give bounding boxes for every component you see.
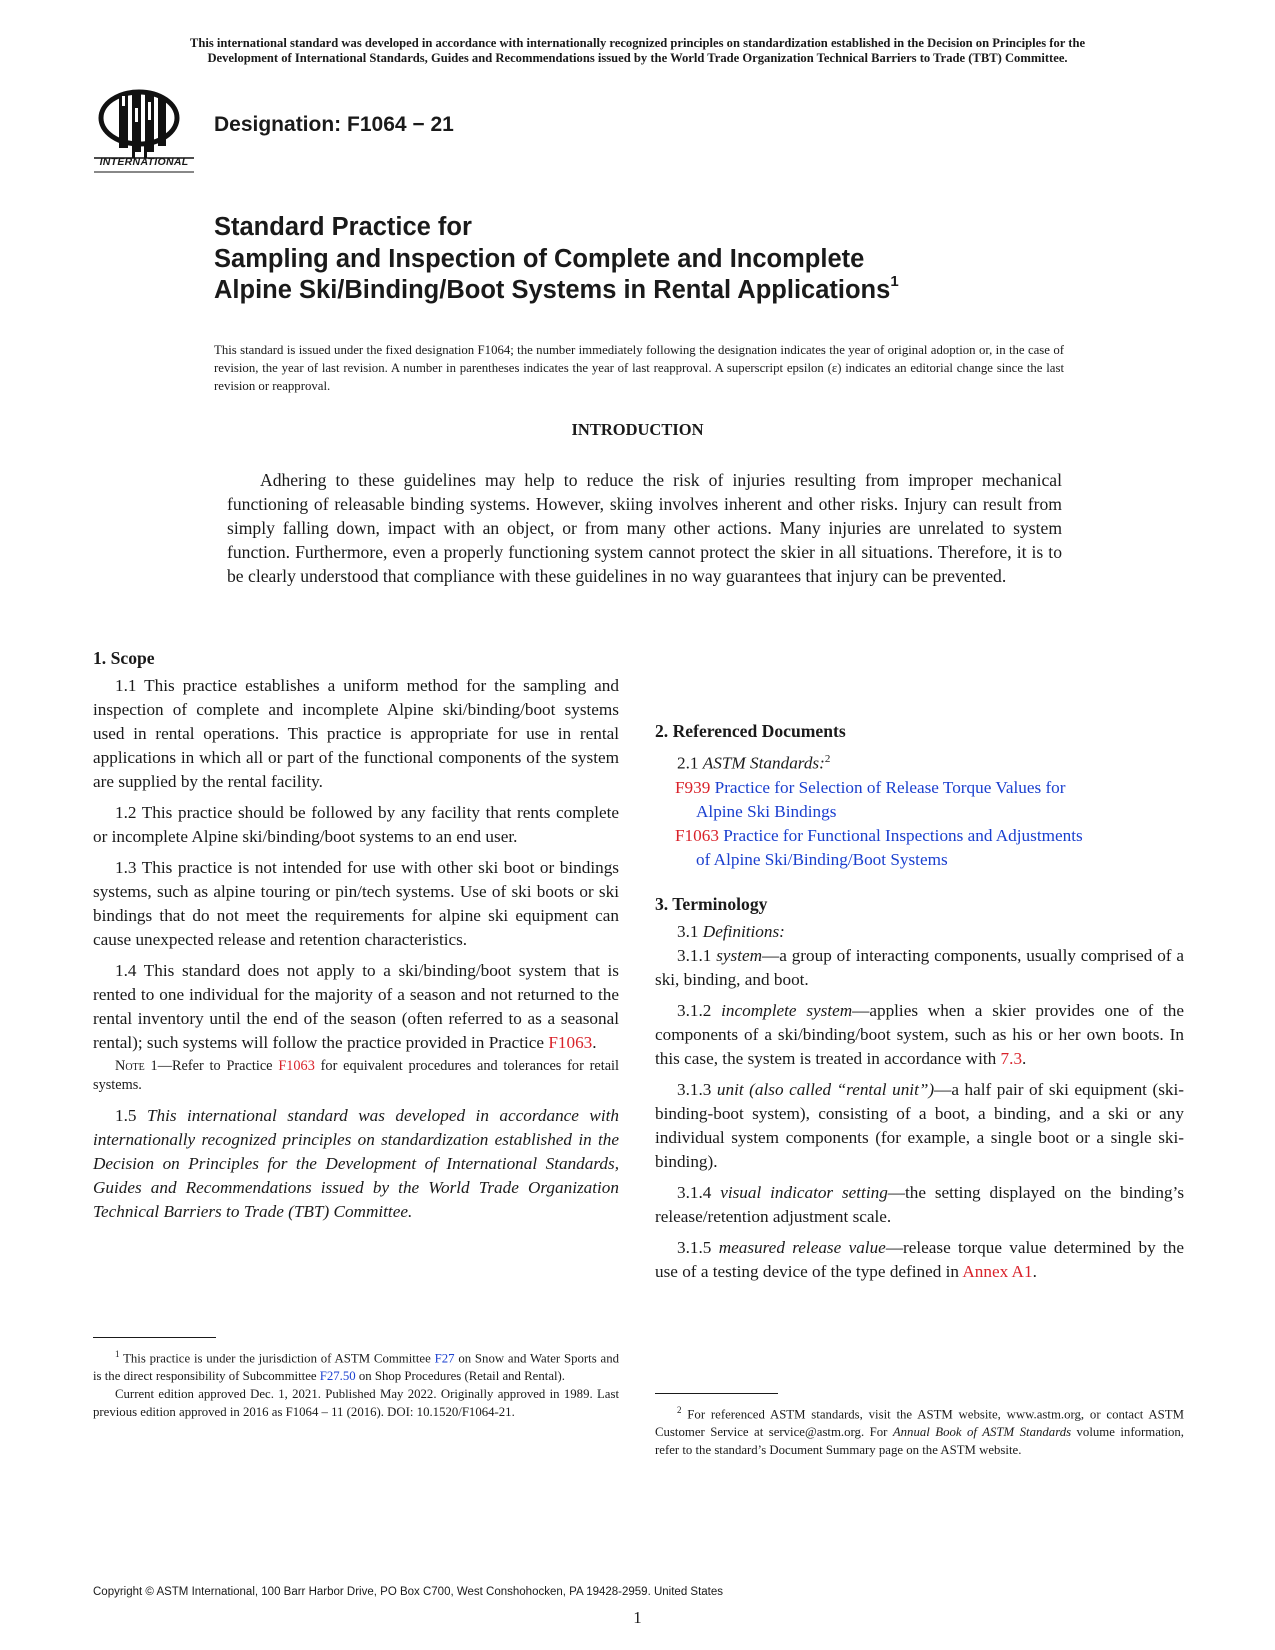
term-incomplete-num: 3.1.2 [677,1000,722,1020]
note-label: Note [115,1058,145,1074]
right-column [655,646,1184,1291]
term-visual-indicator-setting [655,1181,1184,1229]
reference-f1063-title-cont[interactable]: of Alpine Ski/Binding/Boot Systems [696,849,948,869]
reference-f939-title-cont[interactable]: Alpine Ski Bindings [696,801,837,821]
reference-f939[interactable] [677,776,1184,824]
term-unit-text: —a half pair of ski equipment (ski-binding-boot system), consisting of a boot, a binding, and a ski or any individual system components (for example, a single boot or a single ski-binding). [655,1079,1184,1171]
term-system [655,944,1184,992]
footnote-divider-left [93,1337,216,1338]
link-7-3[interactable]: 7.3 [1000,1048,1023,1068]
section-1-heading: 1. Scope [93,648,155,668]
note-link-f1063[interactable]: F1063 [278,1058,315,1074]
footnote-2-pre: For referenced ASTM standards, visit the ASTM website, www.astm.org, or contact ASTM Customer Service at service@astm.org. For [655,1407,1184,1440]
term-measured-text: —release torque value determined by the use of a testing device of the type defined in [655,1237,1185,1281]
paragraph-1-5 [93,1104,619,1224]
footnote-1-jurisdiction [93,1345,619,1385]
paragraph-2-1-label: ASTM Standards: [702,753,825,773]
section-3-heading: 3. Terminology [655,893,768,914]
paragraph-1-4-text: 1.4 This standard does not apply to a ski/binding/boot system that is rented to one individual for the majority of a season and not returned to the rental inventory until the end of the season (often referred to as a seasonal rental); such systems will follow the practice provided in Practice [93,961,619,1052]
paragraph-2-1-num: 2.1 [677,753,703,773]
footnote-2 [655,1401,1184,1459]
term-unit [655,1078,1184,1174]
term-measured-end: . [1032,1261,1037,1281]
section-2-heading: 2. Referenced Documents [655,721,846,741]
paragraph-2-1 [655,747,1184,776]
footnote-2-number: 2 [677,1405,682,1415]
term-measured-term: measured release value [718,1237,886,1257]
term-system-term: system [716,945,763,965]
note-text-post: for equivalent procedures and tolerances for retail systems. [93,1058,619,1093]
term-incomplete-term: incomplete system [721,1000,853,1020]
footnote-1-pre: This practice is under the jurisdiction of ASTM Committee [119,1351,435,1366]
title-line-2: Sampling and Inspection of Complete and Incomplete [214,244,865,273]
title-line-1: Standard Practice for [214,213,472,241]
reference-f1063[interactable] [677,824,1184,872]
paragraph-3-1-num: 3.1 [677,921,703,941]
link-annex-a1[interactable]: Annex A1 [962,1261,1033,1281]
page-number: 1 [633,1608,642,1627]
astm-logo [92,88,202,180]
link-f27-50[interactable]: F27.50 [319,1369,356,1384]
term-unit-term: unit (also called “rental unit”) [716,1079,935,1099]
term-incomplete-text: —applies when a skier provides one of the components of a ski/binding/boot system, such as his or her own boots. In this case, the system is treated in accordance with [655,1000,1185,1068]
paragraph-1-2: 1.2 This practice should be followed by any facility that rents complete or incomplete Alpine ski/binding/boot systems to an end user. [93,803,619,846]
paragraph-1-5-num: 1.5 [115,1106,147,1125]
paragraph-3-1-label: Definitions: [702,921,785,941]
page-title [214,212,1074,307]
reference-f939-code[interactable]: F939 [675,777,711,797]
banner-line-1: This international standard was developed in accordance with internationally recognized principles on standardization established in the Decision on Principles for the [189,36,1086,50]
term-incomplete-end: . [1022,1048,1027,1068]
paragraph-3-1 [655,920,1184,944]
banner-line-2: Development of International Standards, Guides and Recommendations issued by the World Trade Organization Technical Barriers to Trade (TBT) Committee. [207,51,1068,65]
title-line-3-text: Alpine Ski/Binding/Boot Systems in Rental Applications [214,276,891,304]
logo-wordmark: INTERNATIONAL [99,156,189,168]
introduction-text: Adhering to these guidelines may help to reduce the risk of injuries resulting from improper mechanical functioning of releasable binding systems. However, skiing involves inherent and other risks. Injury can result from simply falling down, impact with an object, or from many other actions. Many injuries are unrelated to system function. Furthermore, even a properly functioning system cannot protect the skier in all situations. Therefore, it is to be clearly understood that compliance with these guidelines in no way guarantees that injury can be prevented. [227,470,1062,586]
footnote-divider-right [655,1393,778,1394]
footnote-1-mid: on Snow and Water Sports and is the direct responsibility of Subcommittee [93,1351,619,1384]
reference-f939-title[interactable]: Practice for Selection of Release Torque Values for [710,777,1066,797]
term-measured-num: 3.1.5 [677,1237,719,1257]
term-system-num: 3.1.1 [677,945,717,965]
term-incomplete-system [655,999,1184,1071]
paragraph-1-4-end: . [592,1033,597,1052]
wto-banner [80,36,1195,66]
column-continuation-space [655,646,1184,719]
left-column [93,646,619,1231]
link-f1063[interactable]: F1063 [548,1033,593,1052]
term-measured-release-value [655,1236,1184,1284]
footnote-2-italic: Annual Book of ASTM Standards [892,1425,1072,1440]
paragraph-1-3: 1.3 This practice is not intended for use with other ski boot or bindings systems, such as alpine touring or pin/tech systems. Use of ski boots or ski bindings that do not meet the requirements for alpine ski equipment can cause unexpected release and retention characteristics. [93,858,619,949]
footnote-1 [93,1345,619,1421]
term-unit-num: 3.1.3 [677,1079,717,1099]
term-system-text: —a group of interacting components, usually comprised of a ski, binding, and boot. [655,945,1184,989]
reference-f1063-title[interactable]: Practice for Functional Inspections and Adjustments [718,825,1083,845]
title-line-3 [214,275,1074,307]
footnote-1-mark: 1 [115,1349,120,1359]
footnote-1-post: on Shop Procedures (Retail and Rental). [355,1369,566,1384]
footnote-2-mark: 2 [824,753,831,765]
link-f27[interactable]: F27 [434,1351,455,1366]
title-footnote-mark: 1 [890,273,899,290]
designation: Designation: F1064 − 21 [214,113,454,136]
copyright: Copyright © ASTM International, 100 Barr Harbor Drive, PO Box C700, West Conshohocken, PA 19428-2959. United States [93,1586,724,1598]
paragraph-1-1: 1.1 This practice establishes a uniform method for the sampling and inspection of complete and incomplete Alpine ski/binding/boot systems used in rental operations. This practice is appropriate for use in rental applications in which all or part of the functional components of the system are supplied by the rental facility. [93,676,619,791]
note-text-pre: 1—Refer to Practice [144,1058,279,1074]
issue-note: This standard is issued under the fixed designation F1064; the number immediately following the designation indicates the year of original adoption or, in the case of revision, the year of last revision. A number in parentheses indicates the year of last reapproval. A superscript epsilon (ε) indicates an editorial change since the last revision or reapproval. [214,343,1064,393]
note-1 [93,1057,619,1095]
reference-f1063-code[interactable]: F1063 [675,825,719,845]
term-visual-term: visual indicator setting [720,1182,888,1202]
footnote-2-text [655,1401,1184,1459]
footnote-2-post: volume information, refer to the standard’s Document Summary page on the ASTM website. [655,1425,1184,1458]
term-visual-num: 3.1.4 [677,1182,721,1202]
term-visual-text: —the setting displayed on the binding’s release/retention adjustment scale. [655,1182,1185,1226]
introduction-heading: INTRODUCTION [571,420,704,439]
footnote-1-edition: Current edition approved Dec. 1, 2021. Published May 2022. Originally approved in 1989. Last previous edition approved in 2016 as F1064 – 11 (2016). DOI: 10.1520/F1064-21. [93,1387,619,1420]
paragraph-1-4 [93,959,619,1055]
paragraph-1-5-text: This international standard was developed in accordance with internationally recognized principles on standardization established in the Decision on Principles for the Development of International Standards, Guides and Recommendations issued by the World Trade Organization Technical Barriers to Trade (TBT) Committee. [93,1106,619,1221]
